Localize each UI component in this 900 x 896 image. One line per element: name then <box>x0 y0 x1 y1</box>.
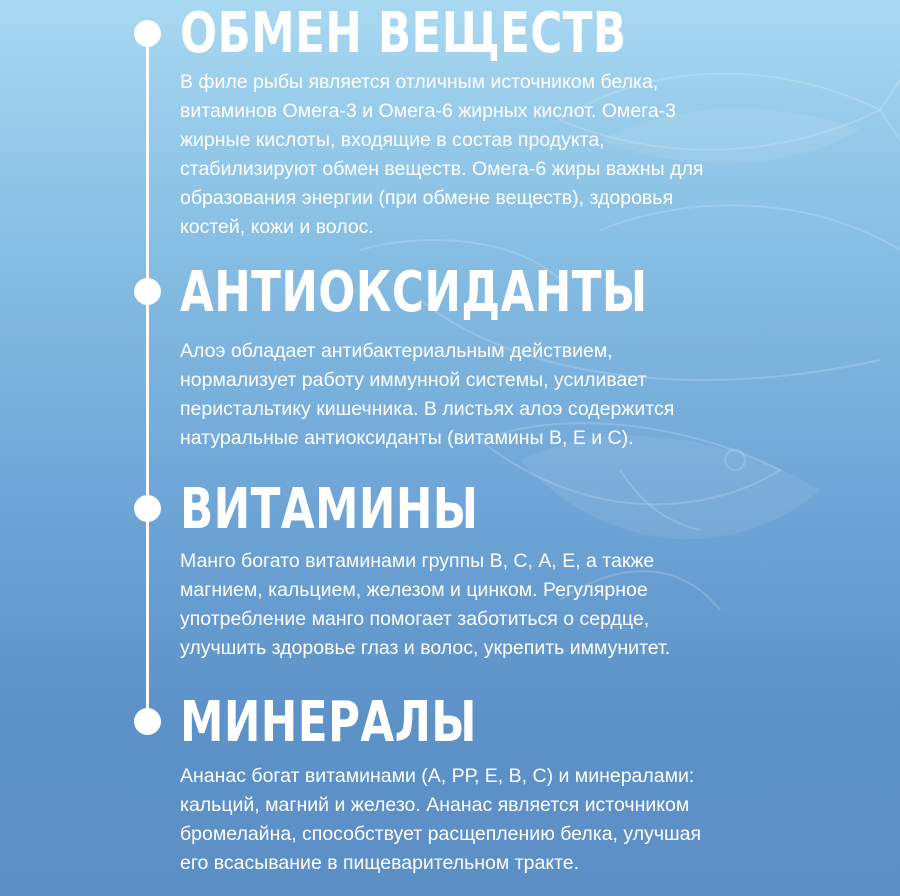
timeline-line <box>146 30 149 720</box>
text-line: жирные кислоты, входящие в состав продукта, <box>180 129 605 151</box>
text-line: употребление манго помогает заботиться о сердце, <box>180 608 650 630</box>
section-text <box>180 337 674 453</box>
section-title: МИНЕРАЛЫ <box>180 690 477 755</box>
text-line: костей, кожи и волос. <box>180 216 374 238</box>
text-line: перистальтику кишечника. В листьях алоэ содержится <box>180 398 675 420</box>
text-line: витаминов Омега-3 и Омега-6 жирных кислот. Омега-3 <box>180 100 677 122</box>
text-line: образования энергии (при обмене веществ), здоровья <box>180 187 674 209</box>
text-line: улучшить здоровье глаз и волос, укрепить иммунитет. <box>180 637 671 659</box>
section-title: ВИТАМИНЫ <box>180 477 479 542</box>
text-line: его всасывание в пищеварительном тракте. <box>180 852 580 874</box>
text-line: натуральные антиоксиданты (витамины В, Е и С). <box>180 427 634 449</box>
text-line: Алоэ обладает антибактериальным действием, <box>180 340 613 362</box>
text-line: В филе рыбы является отличным источником белка, <box>180 71 659 93</box>
timeline-dot <box>134 20 161 47</box>
section-text <box>180 68 703 242</box>
text-line: стабилизируют обмен веществ. Омега-6 жиры важны для <box>180 158 704 180</box>
section-text <box>180 547 670 663</box>
section-title: ОБМЕН ВЕЩЕСТВ <box>180 1 627 66</box>
timeline-dot <box>134 708 161 735</box>
timeline-dot <box>134 495 161 522</box>
text-line: магнием, кальцием, железом и цинком. Регулярное <box>180 579 648 601</box>
timeline-dot <box>134 278 161 305</box>
text-line: кальций, магний и железо. Ананас является источником <box>180 794 690 816</box>
text-line: нормализует работу иммунной системы, усиливает <box>180 369 647 391</box>
text-line: бромелайна, способствует расщеплению белка, улучшая <box>180 823 702 845</box>
section-title: АНТИОКСИДАНТЫ <box>180 260 648 325</box>
text-line: Ананас богат витаминами (А, РР, Е, В, С) и минералами: <box>180 765 695 787</box>
text-line: Манго богато витаминами группы В, С, А, Е, а также <box>180 550 655 572</box>
section-text <box>180 762 701 878</box>
